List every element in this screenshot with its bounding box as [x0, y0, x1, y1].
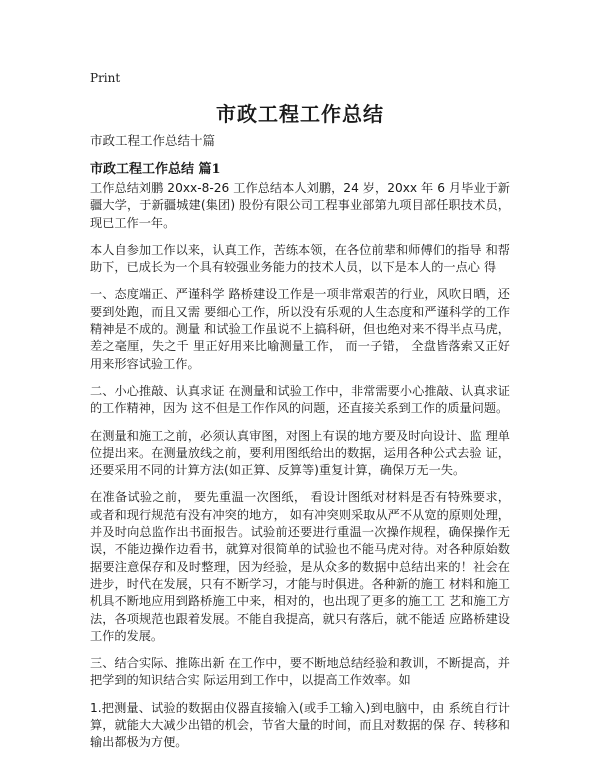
- paragraph-testing: 在准备试验之前， 要先重温一次图纸， 看设计图纸对材料是否有特殊要求， 或者和现行规范有没有冲突的地方， 如有冲突则采取从严不从宽的原则处理，并及时向总监作出书面报告。试验前还要进行重温一次操作规程，确保操作无 误，不能边操作边看书，就算对很简单的试验也不能马虎对待。对各种原始数 据要注意保存和及时整理，因为经验，是从众多的数据中总结出来的！社会在进步，时代在发展，只有不断学习，才能与时俱进。各种新的施工 材料和施工机具不断地应用到路桥施工中来，相对的，也出现了更多的施工工 艺和施工方法，各项规范也跟着发展。不能自我提高，就只有落后，就不能适 应路桥建设工作的发展。: [90, 490, 510, 643]
- document-title: 市政工程工作总结: [216, 102, 384, 126]
- section-heading: 市政工程工作总结 篇1: [90, 162, 221, 177]
- document-subtitle: 市政工程工作总结十篇: [90, 133, 216, 148]
- paragraph-attitude: 一、态度端正、严谨科学 路桥建设工作是一项非常艰苦的行业，风吹日晒，还要到处跑，而且又需 要细心工作，所以没有乐观的人生态度和严谨科学的工作精神是不成的。测量 和试验工作虽说不上搞科研，但也绝对来不得半点马虎，差之毫厘，失之千 里正好用来比喻测量工作， 而一子错， 全盘皆落索又正好用来形容试验工作。: [90, 287, 510, 371]
- paragraph-point-one: 1.把测量、试验的数据由仪器直接输入(或手工输入)到电脑中，由 系统自行计算，就能大大减少出错的机会，节省大量的时间，而且对数据的保 存、转移和输出都极为方便。: [90, 700, 510, 750]
- paragraph-verification: 二、小心推敲、认真求证 在测量和试验工作中，非常需要小心推敲、认真求证的工作精神，因为 这不但是工作作风的问题，还直接关系到工作的质量问题。: [90, 383, 510, 416]
- paragraph-surveying: 在测量和施工之前，必须认真审图，对图上有误的地方要及时向设计、监 理单位提出来。在测量放线之前，要利用图纸给出的数据，运用各种公式去验 证，还要采用不同的计算方法(如正算、反算等)重复计算，确保万无一失。: [90, 428, 510, 478]
- paragraph-intro: 工作总结刘鹏 20xx-8-26 工作总结本人刘鹏，24 岁，20xx 年 6 月毕业于新疆大学，于新疆城建(集团) 股份有限公司工程事业部第九项目部任职技术员，现已工作一年。: [90, 181, 510, 230]
- document-body: [90, 180, 510, 762]
- print-link[interactable]: Print: [90, 71, 121, 85]
- paragraph-experience: 本人自参加工作以来，认真工作，苦练本领，在各位前辈和师傅们的指导 和帮助下，已成长为一个具有较强业务能力的技术人员，以下是本人的一点心 得: [90, 242, 510, 275]
- paragraph-innovation: 三、结合实际、推陈出新 在工作中，要不断地总结经验和教训，不断提高，并把学到的知识结合实 际运用到工作中，以提高工作效率。如: [90, 656, 510, 688]
